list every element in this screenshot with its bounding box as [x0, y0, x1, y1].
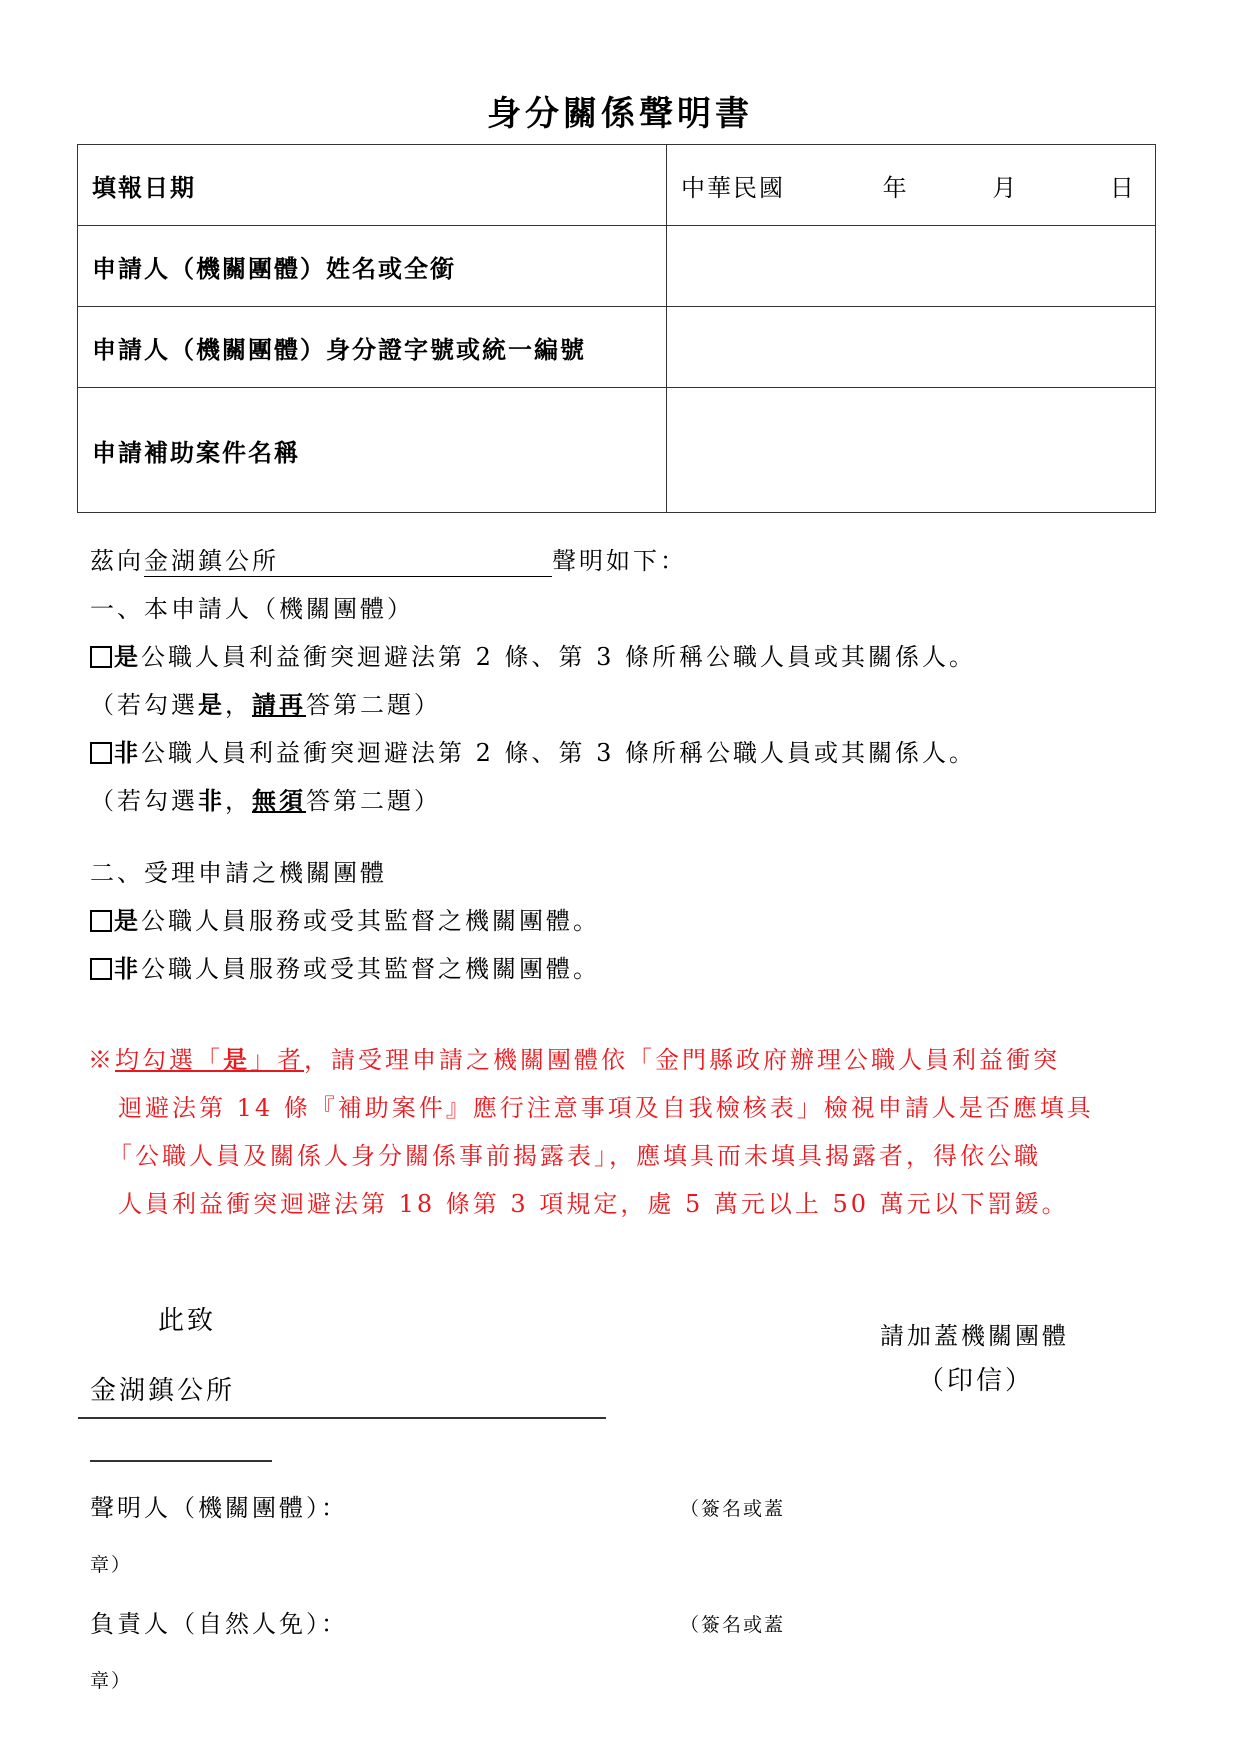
declarant-label: 聲明人（機關團體）：	[90, 1494, 348, 1522]
notice-line-2: 迴避法第 14 條『補助案件』應行注意事項及自我檢核表」檢視申請人是否應填具	[118, 1094, 1094, 1122]
notice-line-3: 「公職人員及關係人身分關係事前揭露表」，應填具而未填具揭露者，得依公職	[108, 1142, 1041, 1170]
section1-note-no	[90, 781, 441, 816]
responsible-label: 負責人（自然人免）：	[90, 1610, 348, 1638]
seal-note-line2: （印信）	[918, 1366, 1035, 1396]
option-mark: 是	[114, 907, 141, 935]
option-mark: 是	[114, 643, 141, 671]
addressee-underline	[78, 1417, 606, 1419]
declaration-line	[90, 541, 687, 577]
section2-heading: 二、受理申請之機關團體	[90, 859, 387, 887]
date-day: 日	[1109, 173, 1136, 202]
reference-mark-icon: ※	[88, 1046, 115, 1074]
salutation: 此致	[158, 1306, 217, 1336]
responsible-signature-field[interactable]	[380, 1604, 660, 1638]
option-text: 公職人員利益衝突迴避法第 2 條、第 3 條所稱公職人員或其關係人。	[141, 643, 977, 671]
table-row-date	[78, 145, 1156, 226]
option-mark: 非	[114, 955, 141, 983]
applicant-name-field[interactable]	[667, 226, 1156, 307]
option-mark: 非	[114, 739, 141, 767]
case-name-field[interactable]	[667, 388, 1156, 513]
option-text: 公職人員服務或受其監督之機關團體。	[141, 907, 600, 935]
table-row-id	[78, 307, 1156, 388]
section1-heading: 一、本申請人（機關團體）	[90, 595, 414, 623]
date-year: 年	[882, 173, 909, 202]
note-comma: ，	[225, 787, 252, 815]
table-row-case	[78, 388, 1156, 513]
seal-note-line1: 請加蓋機關團體	[880, 1322, 1069, 1350]
note-rest: 答第二題）	[306, 691, 441, 719]
notice-underlined-b: 」者	[250, 1046, 304, 1074]
applicant-id-field[interactable]	[667, 307, 1156, 388]
recipient-field[interactable]	[144, 541, 552, 577]
checkbox-section2-yes[interactable]	[90, 910, 112, 932]
notice-line-4: 人員利益衝突迴避法第 18 條第 3 項規定，處 5 萬元以上 50 萬元以下罰鍰。	[118, 1190, 1069, 1218]
note-emphasis: 請再	[252, 691, 306, 719]
section1-option-yes	[90, 637, 976, 672]
declaration-prefix: 茲向	[90, 547, 144, 575]
declaration-suffix: 聲明如下：	[552, 547, 687, 575]
checkbox-section1-yes[interactable]	[90, 646, 112, 668]
option-text: 公職人員利益衝突迴避法第 2 條、第 3 條所稱公職人員或其關係人。	[141, 739, 977, 767]
option-text: 公職人員服務或受其監督之機關團體。	[141, 955, 600, 983]
note-mark: 非	[198, 787, 225, 815]
section1-note-yes	[90, 685, 441, 720]
note-comma: ，	[225, 691, 252, 719]
declarant-sign-hint: （簽名或蓋	[680, 1498, 786, 1520]
note-open: （若勾選	[90, 691, 198, 719]
notice-underlined-mark: 是	[223, 1046, 250, 1074]
date-label: 填報日期	[78, 145, 667, 226]
short-divider	[90, 1460, 272, 1462]
responsible-sign-hint-end: 章）	[90, 1670, 133, 1692]
date-month: 月	[992, 173, 1019, 202]
declarant-sign-hint-end: 章）	[90, 1554, 133, 1576]
date-field[interactable]	[667, 145, 1156, 226]
section2-option-yes	[90, 901, 600, 936]
table-row-name	[78, 226, 1156, 307]
notice-underlined	[115, 1046, 304, 1074]
recipient-name: 金湖鎮公所	[144, 547, 279, 575]
declarant-signature-field[interactable]	[380, 1488, 660, 1522]
applicant-name-label: 申請人（機關團體）姓名或全銜	[78, 226, 667, 307]
date-era: 中華民國	[681, 173, 785, 202]
checkbox-section1-no[interactable]	[90, 742, 112, 764]
notice-line-1	[88, 1036, 1168, 1084]
section2-option-no	[90, 949, 600, 984]
notice-line1-rest: ，請受理申請之機關團體依「金門縣政府辦理公職人員利益衝突	[304, 1046, 1060, 1074]
note-open: （若勾選	[90, 787, 198, 815]
addressee: 金湖鎮公所	[90, 1376, 236, 1406]
note-mark: 是	[198, 691, 225, 719]
section1-option-no	[90, 733, 976, 768]
note-rest: 答第二題）	[306, 787, 441, 815]
notice-underlined-a: 均勾選「	[115, 1046, 223, 1074]
checkbox-section2-no[interactable]	[90, 958, 112, 980]
penalty-notice	[88, 1036, 1168, 1228]
applicant-id-label: 申請人（機關團體）身分證字號或統一編號	[78, 307, 667, 388]
info-table	[77, 144, 1156, 513]
page-title: 身分關係聲明書	[487, 94, 753, 134]
note-emphasis: 無須	[252, 787, 306, 815]
case-name-label: 申請補助案件名稱	[78, 388, 667, 513]
responsible-sign-hint: （簽名或蓋	[680, 1614, 786, 1636]
